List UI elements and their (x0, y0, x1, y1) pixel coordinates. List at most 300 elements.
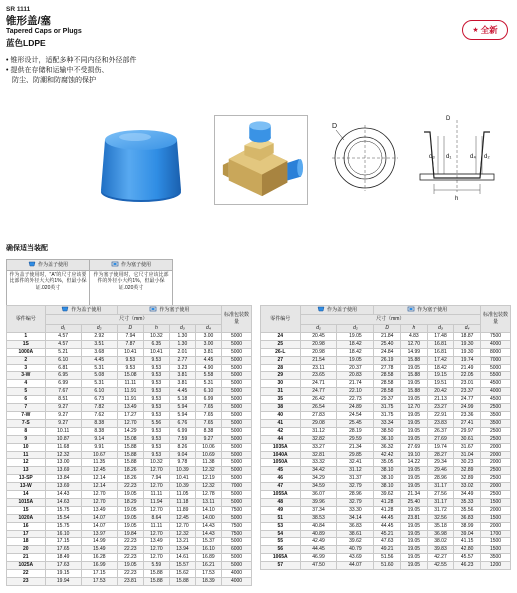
dimension-cell: 34.29 (300, 475, 337, 483)
dimension-cell: 4.45 (81, 356, 117, 364)
dimension-cell: 13.11 (195, 498, 221, 506)
dimension-cell: 14.99 (401, 348, 428, 356)
dimension-cell: 15.88 (169, 578, 195, 586)
dimension-cell: 23.01 (454, 380, 481, 388)
pack-qty-cell: 5000 (222, 356, 252, 364)
dimension-cell: 19.05 (401, 364, 428, 372)
pack-qty-cell: 2500 (481, 475, 511, 483)
part-number-cell: 24 (261, 332, 301, 340)
dimension-cell: 9.04 (169, 451, 195, 459)
material-color: 蓝色LDPE (6, 38, 46, 48)
part-number-cell: 25 (261, 340, 301, 348)
dimension-cell: 21.74 (337, 380, 374, 388)
dimension-cell: 19.84 (117, 530, 143, 538)
table-row (7, 538, 252, 546)
dimension-cell: 16.81 (427, 348, 454, 356)
dimension-cell: 31.75 (374, 404, 401, 412)
diagram-label-d1: d₁ (446, 154, 452, 160)
part-number-cell: 55 (261, 538, 301, 546)
dimension-cell: 29.85 (337, 451, 374, 459)
dimension-cell: 19.05 (401, 475, 428, 483)
dimension-cell: 11.11 (117, 380, 143, 388)
table-row (7, 522, 252, 530)
pack-qty-cell: 2500 (481, 404, 511, 412)
dimension-cell: 12.32 (195, 467, 221, 475)
table-row (7, 411, 252, 419)
dimension-cell: 10.41 (143, 348, 169, 356)
dimension-cell: 12.32 (169, 530, 195, 538)
part-number-cell: 54 (261, 530, 301, 538)
dimension-cell: 19.05 (401, 562, 428, 570)
pack-qty-cell: 5000 (222, 364, 252, 372)
dimension-cell: 19.05 (401, 483, 428, 491)
dimension-cell: 13.94 (169, 546, 195, 554)
size-header: 尺寸（mm） (300, 315, 480, 325)
use-plug-header: 作为塞子使用 (117, 306, 221, 315)
dimension-cell: 12.45 (81, 467, 117, 475)
part-number-cell: 13-W (7, 483, 46, 491)
dimension-cell: 19.05 (117, 522, 143, 530)
dimension-cell: 12.32 (45, 451, 81, 459)
dimension-cell: 9.78 (169, 459, 195, 467)
dimension-cell: 18.42 (337, 340, 374, 348)
dimension-cell: 5.21 (45, 348, 81, 356)
table-row (261, 498, 511, 506)
dim-col-header: d₂ (337, 325, 374, 333)
table-row (261, 419, 511, 427)
dimension-cell: 19.74 (427, 443, 454, 451)
dimension-cell: 15.88 (401, 356, 428, 364)
dimension-cell: 15.75 (45, 506, 81, 514)
part-number-cell: 21 (7, 554, 46, 562)
dimension-cell: 10.32 (143, 332, 169, 340)
sku-code: SR 1111 (6, 6, 31, 13)
dimension-cell: 35.05 (374, 459, 401, 467)
dimension-cell: 42.49 (300, 538, 337, 546)
part-number-cell: 9 (7, 435, 46, 443)
product-cap-image (95, 118, 187, 206)
dimension-cell: 10.41 (117, 348, 143, 356)
dimension-cell: 19.05 (401, 396, 428, 404)
diagram-label-d2: d₂ (484, 154, 490, 160)
dimension-cell: 17.53 (195, 570, 221, 578)
dimension-cell: 15.37 (195, 538, 221, 546)
dimension-cell: 6.99 (45, 380, 81, 388)
table-row (261, 427, 511, 435)
dimension-cell: 22.91 (427, 411, 454, 419)
dimension-cell: 12.70 (143, 554, 169, 562)
part-number-cell: 30 (261, 380, 301, 388)
dimension-cell: 40.89 (300, 530, 337, 538)
dimension-cell: 21.34 (401, 491, 428, 499)
dimension-cell: 9.53 (143, 396, 169, 404)
pack-qty-header: 标准包装数量 (222, 306, 252, 333)
dimension-cell: 17.15 (45, 538, 81, 546)
dimension-cell: 15.49 (81, 546, 117, 554)
dimension-cell: 23.81 (401, 514, 428, 522)
part-number-cell: 7 (7, 404, 46, 412)
dimension-cell: 45.21 (374, 530, 401, 538)
dimension-cell: 8.51 (45, 396, 81, 404)
dimension-cell: 43.69 (337, 554, 374, 562)
dim-col-header: D (374, 325, 401, 333)
part-number-cell: 1025A (7, 562, 46, 570)
part-number-cell: 20 (7, 546, 46, 554)
dimension-cell: 27.83 (300, 411, 337, 419)
dimension-cell: 15.08 (117, 435, 143, 443)
dimension-cell: 29.34 (427, 459, 454, 467)
pack-qty-cell: 5000 (222, 475, 252, 483)
dimension-cell: 23.81 (117, 578, 143, 586)
table-row (261, 451, 511, 459)
dimension-cell: 5.31 (81, 380, 117, 388)
dimension-cell: 15.88 (401, 372, 428, 380)
dimension-cell: 35.33 (454, 498, 481, 506)
table-row (261, 388, 511, 396)
table-row (7, 443, 252, 451)
part-number-cell: 1015A (7, 498, 46, 506)
dimension-cell: 9.53 (143, 404, 169, 412)
dimension-cell: 28.19 (337, 427, 374, 435)
table-row (261, 364, 511, 372)
dimension-cell: 13.69 (45, 483, 81, 491)
pack-qty-cell: 1500 (481, 538, 511, 546)
dim-col-header: h (401, 325, 428, 333)
pack-qty-cell: 7000 (481, 356, 511, 364)
dimension-cell: 36.10 (374, 435, 401, 443)
new-badge-label: 全新 (480, 25, 498, 35)
dimension-cell: 18.42 (337, 348, 374, 356)
dimension-cell: 47.63 (374, 538, 401, 546)
dimension-cell: 10.39 (169, 483, 195, 491)
dimension-cell: 11.94 (143, 498, 169, 506)
feature-item: 防尘、防潮和防腐蚀的保护 (12, 77, 96, 84)
pack-qty-cell: 4500 (481, 380, 511, 388)
dimension-cell: 5.08 (81, 372, 117, 380)
table-row (261, 467, 511, 475)
dimension-cell: 3.68 (81, 348, 117, 356)
dimension-cell: 5.56 (143, 419, 169, 427)
dimension-cell: 34.49 (454, 491, 481, 499)
dim-col-header: h (143, 325, 169, 333)
dimension-cell: 3.51 (81, 340, 117, 348)
table-row (7, 348, 252, 356)
dimension-cell: 19.05 (337, 356, 374, 364)
part-number-cell: 48 (261, 498, 301, 506)
dimension-cell: 9.53 (143, 380, 169, 388)
dimension-cell: 11.38 (195, 459, 221, 467)
dimension-cell: 29.08 (300, 419, 337, 427)
dimension-cell: 24.77 (300, 388, 337, 396)
diagram-label-top-d: D (446, 116, 451, 122)
dimension-cell: 16.28 (81, 554, 117, 562)
product-title-en: Tapered Caps or Plugs (6, 28, 82, 35)
dimension-cell: 25.40 (401, 498, 428, 506)
cap-icon (61, 306, 69, 312)
dimension-cell: 22.23 (117, 570, 143, 578)
dimension-cell: 4.57 (45, 340, 81, 348)
dimension-cell: 13.69 (45, 467, 81, 475)
dimension-cell: 10.11 (45, 427, 81, 435)
part-number-header: 零件编号 (261, 306, 301, 333)
dimension-cell: 39.62 (374, 491, 401, 499)
dimension-cell: 36.83 (454, 514, 481, 522)
dimension-cell: 24.54 (337, 411, 374, 419)
dimension-cell: 18.87 (454, 332, 481, 340)
dimension-cell: 9.53 (143, 443, 169, 451)
pack-qty-cell: 4000 (222, 570, 252, 578)
part-number-cell: 40 (261, 411, 301, 419)
dimension-cell: 27.41 (454, 419, 481, 427)
dimension-cell: 5.18 (169, 396, 195, 404)
pack-qty-cell: 2000 (481, 443, 511, 451)
pack-qty-cell: 1500 (481, 546, 511, 554)
dimension-cell: 3.23 (169, 364, 195, 372)
pack-qty-cell: 5000 (222, 459, 252, 467)
dimension-cell: 32.79 (337, 483, 374, 491)
usage-plug-header: 作为塞子使用 (90, 260, 173, 271)
use-plug-header: 作为塞子使用 (374, 306, 481, 315)
pack-qty-cell: 7000 (222, 483, 252, 491)
dimension-cell: 19.15 (427, 372, 454, 380)
dim-col-header: d₄ (195, 325, 221, 333)
table-row (261, 396, 511, 404)
dimension-cell: 20.37 (337, 364, 374, 372)
dimension-cell: 7.82 (81, 404, 117, 412)
table-row (7, 396, 252, 404)
dimension-cell: 9.91 (81, 443, 117, 451)
part-number-header: 零件编号 (7, 306, 46, 333)
dimension-cell: 25.45 (337, 419, 374, 427)
table-row (261, 514, 511, 522)
dimension-cell: 13.00 (45, 459, 81, 467)
dimension-cell: 1.30 (169, 340, 195, 348)
dimension-cell: 6.10 (195, 388, 221, 396)
dimension-cell: 5.31 (195, 380, 221, 388)
dim-col-header: d₂ (81, 325, 117, 333)
dimension-cell: 20.42 (427, 388, 454, 396)
dimension-cell: 41.28 (374, 498, 401, 506)
part-number-cell: 27 (261, 356, 301, 364)
part-number-cell: 6 (7, 396, 46, 404)
dimension-cell: 19.05 (117, 491, 143, 499)
dimension-cell: 29.37 (374, 396, 401, 404)
table-row (7, 435, 252, 443)
dimension-cell: 28.58 (374, 388, 401, 396)
dimension-cell: 32.56 (427, 514, 454, 522)
dimension-cell: 15.88 (117, 443, 143, 451)
dimension-cell: 33.34 (374, 419, 401, 427)
dimension-cell: 7.65 (195, 419, 221, 427)
dimension-cell: 36.98 (427, 530, 454, 538)
dimension-cell: 4.57 (45, 332, 81, 340)
pack-qty-cell: 5000 (222, 554, 252, 562)
dimension-cell: 13.49 (143, 538, 169, 546)
feature-item: • 锥形设计，适配多种不同内径和外径部件 (6, 56, 136, 66)
pack-qty-cell: 7500 (222, 506, 252, 514)
pack-qty-cell: 7500 (222, 522, 252, 530)
table-row (7, 332, 252, 340)
product-title-cn: 锥形盖/塞 (6, 15, 51, 27)
table-row (261, 538, 511, 546)
table-row (261, 340, 511, 348)
dimension-cell: 26.37 (427, 427, 454, 435)
dimension-cell: 7.65 (195, 411, 221, 419)
dimension-cell: 44.45 (374, 514, 401, 522)
dimension-cell: 14.22 (401, 459, 428, 467)
pack-qty-cell: 3500 (481, 411, 511, 419)
table-row (261, 475, 511, 483)
pack-qty-cell: 5000 (222, 332, 252, 340)
dimension-cell: 5.58 (195, 372, 221, 380)
dimension-cell: 5.59 (143, 562, 169, 570)
dimension-table-right (260, 305, 511, 570)
dimension-cell: 9.27 (45, 404, 81, 412)
pack-qty-cell: 2500 (481, 435, 511, 443)
table-row (261, 562, 511, 570)
table-row (261, 404, 511, 412)
dimension-cell: 9.27 (195, 435, 221, 443)
dimension-cell: 12.32 (195, 483, 221, 491)
dimension-cell: 12.70 (81, 498, 117, 506)
dimension-cell: 9.53 (143, 388, 169, 396)
dimension-cell: 34.42 (300, 467, 337, 475)
dimension-cell: 22.23 (117, 554, 143, 562)
dimension-cell: 30.61 (454, 435, 481, 443)
dimension-cell: 12.70 (143, 467, 169, 475)
dimension-cell: 4.45 (195, 356, 221, 364)
dimension-cell: 10.41 (169, 475, 195, 483)
table-row (7, 459, 252, 467)
dimension-cell: 19.05 (401, 554, 428, 562)
dimension-cell: 16.10 (195, 546, 221, 554)
table-row (7, 483, 252, 491)
dimension-cell: 31.17 (427, 498, 454, 506)
table-row (261, 372, 511, 380)
table-row (261, 443, 511, 451)
dimension-cell: 46.23 (454, 562, 481, 570)
star-icon: ★ (472, 27, 479, 34)
dimension-cell: 17.15 (81, 570, 117, 578)
part-number-cell: 47 (261, 483, 301, 491)
part-number-cell: 1065A (261, 554, 301, 562)
dimension-cell: 27.69 (401, 443, 428, 451)
table-row (261, 435, 511, 443)
table-row (261, 411, 511, 419)
dimension-cell: 42.80 (454, 546, 481, 554)
dimension-cell: 9.53 (143, 372, 169, 380)
dimension-cell: 6.76 (169, 419, 195, 427)
dimension-cell: 34.14 (337, 514, 374, 522)
table-row (7, 388, 252, 396)
dimension-cell: 15.57 (169, 562, 195, 570)
dimension-cell: 21.34 (337, 443, 374, 451)
dimension-cell: 42.27 (427, 554, 454, 562)
dimension-cell: 18.49 (45, 554, 81, 562)
part-number-cell: 35 (261, 396, 301, 404)
dimension-cell: 9.53 (117, 356, 143, 364)
dimension-cell: 19.10 (401, 451, 428, 459)
plug-icon (111, 261, 119, 267)
dimension-cell: 26.54 (300, 404, 337, 412)
pack-qty-cell: 5000 (222, 435, 252, 443)
dimension-cell: 38.10 (374, 467, 401, 475)
dimension-cell: 12.14 (81, 483, 117, 491)
part-number-cell: 42 (261, 427, 301, 435)
cap-icon (317, 306, 325, 312)
dimension-cell: 33.30 (337, 506, 374, 514)
dimension-cell: 46.99 (300, 554, 337, 562)
dimension-cell: 8.38 (81, 419, 117, 427)
pack-qty-cell: 2500 (481, 491, 511, 499)
dimension-cell: 11.68 (45, 443, 81, 451)
dimension-cell: 19.05 (337, 332, 374, 340)
table-row (7, 467, 252, 475)
dimension-cell: 27.56 (427, 491, 454, 499)
pack-qty-cell: 5000 (222, 498, 252, 506)
table-row (261, 506, 511, 514)
dimension-cell: 9.53 (143, 435, 169, 443)
dimension-cell: 21.49 (454, 364, 481, 372)
dimension-cell: 6.99 (195, 396, 221, 404)
dimension-cell: 44.45 (300, 546, 337, 554)
dimension-table-right-body (261, 332, 511, 569)
dimension-cell: 41.15 (454, 538, 481, 546)
part-number-cell: 2 (7, 356, 46, 364)
dimension-cell: 5.94 (169, 404, 195, 412)
table-row (7, 546, 252, 554)
dimension-cell: 19.05 (401, 380, 428, 388)
part-number-cell: 53 (261, 522, 301, 530)
dimension-cell: 17.65 (45, 546, 81, 554)
dimension-cell: 37.34 (300, 506, 337, 514)
dimension-cell: 4.45 (169, 388, 195, 396)
table-row (7, 498, 252, 506)
dimension-cell: 21.13 (427, 396, 454, 404)
dim-col-header: d₁ (300, 325, 337, 333)
dimension-cell: 3.81 (169, 372, 195, 380)
dimension-cell: 20.98 (300, 348, 337, 356)
dimension-cell: 10.67 (81, 451, 117, 459)
pack-qty-cell: 2500 (481, 467, 511, 475)
pack-qty-cell: 5000 (222, 562, 252, 570)
table-row (261, 332, 511, 340)
dimension-cell: 9.53 (143, 451, 169, 459)
plug-icon (149, 306, 157, 312)
part-number-cell: 44 (261, 435, 301, 443)
part-number-cell: 1055A (261, 491, 301, 499)
dimension-cell: 14.00 (195, 514, 221, 522)
dimension-cell: 12.14 (81, 475, 117, 483)
dimension-cell: 11.18 (169, 498, 195, 506)
dimension-cell: 16.99 (81, 562, 117, 570)
dimension-cell: 9.53 (117, 364, 143, 372)
dimension-cell: 7.67 (45, 388, 81, 396)
diagram-label-d: D (332, 123, 338, 130)
dimension-cell: 17.27 (117, 411, 143, 419)
pack-qty-cell: 4000 (481, 388, 511, 396)
dimension-cell: 38.10 (374, 475, 401, 483)
pack-qty-cell: 7500 (481, 332, 511, 340)
part-number-cell: 12 (7, 459, 46, 467)
dimension-cell: 6.81 (45, 364, 81, 372)
dimension-cell: 21.54 (300, 356, 337, 364)
dimension-cell: 12.70 (81, 491, 117, 499)
dimension-cell: 36.83 (337, 522, 374, 530)
dimension-cell: 31.17 (427, 483, 454, 491)
dimension-cell: 19.05 (401, 435, 428, 443)
dimension-cell: 15.08 (117, 372, 143, 380)
